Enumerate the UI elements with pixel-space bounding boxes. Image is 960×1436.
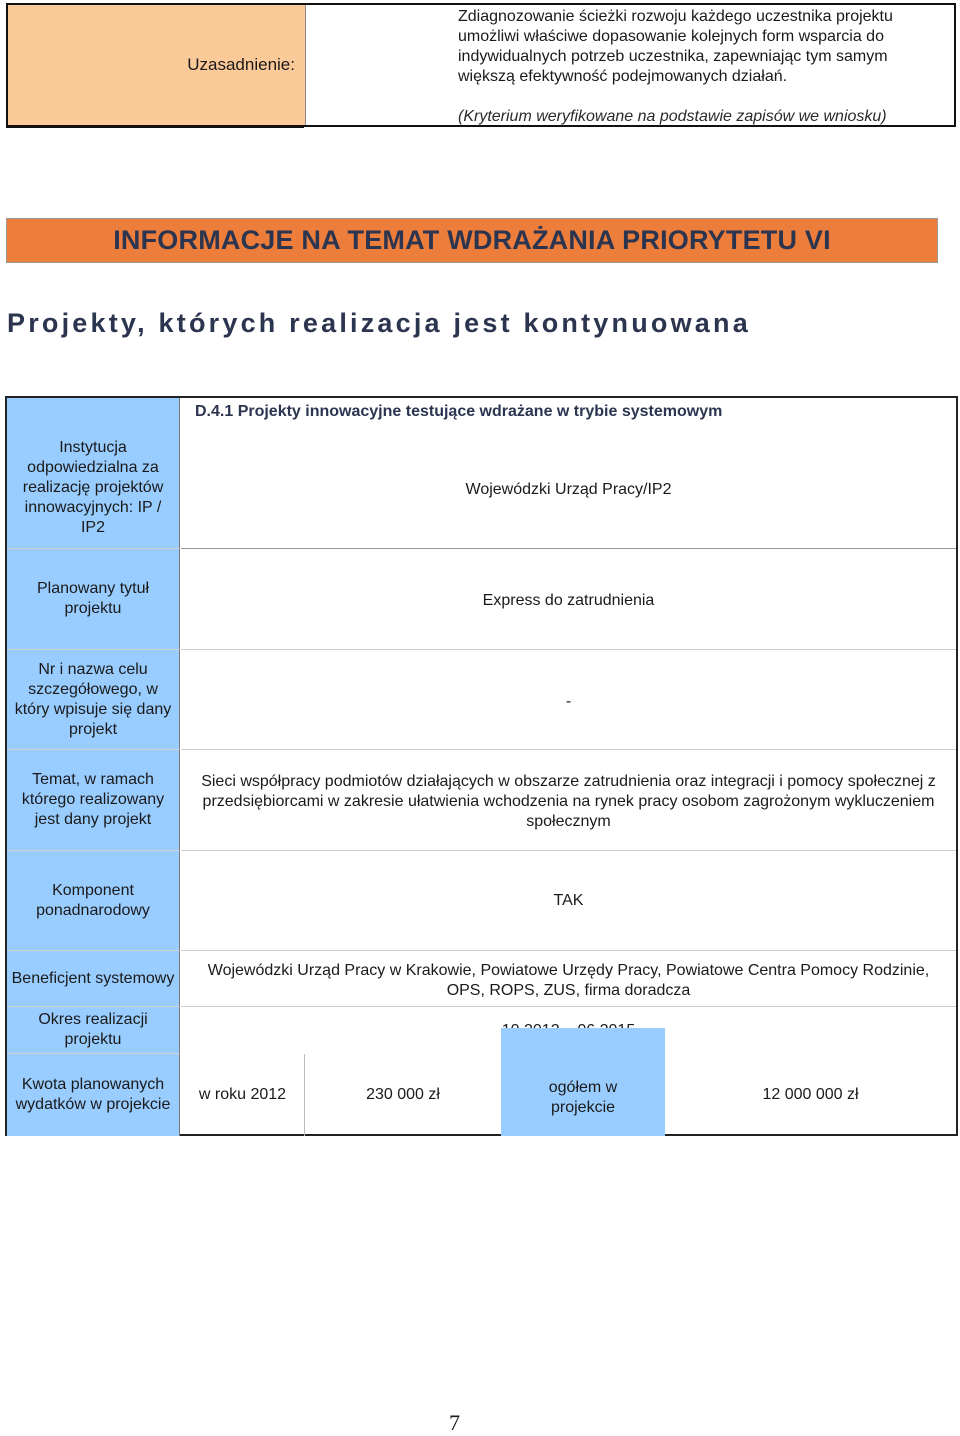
justification-note: (Kryterium weryfikowane na podstawie zapisów we wniosku) bbox=[458, 108, 887, 125]
justification-box bbox=[6, 3, 956, 127]
project-table bbox=[5, 396, 958, 1136]
page-number: 7 bbox=[449, 1410, 460, 1435]
institution-label: Instytucja odpowiedzialna za realizację projektów innowacyjnych: IP / IP2 bbox=[7, 398, 180, 549]
justification-underline bbox=[6, 125, 304, 128]
budget-total-label: ogółem w projekcie bbox=[501, 1028, 665, 1136]
section-subheading: Projekty, których realizacja jest kontynuowana bbox=[7, 308, 751, 338]
priority-banner: INFORMACJE NA TEMAT WDRAŻANIA PRIORYTETU VI bbox=[6, 218, 938, 263]
justification-label: Uzasadnienie: bbox=[8, 5, 306, 125]
title-label: Planowany tytuł projektu bbox=[7, 549, 180, 650]
beneficiary-label: Beneficjent systemowy bbox=[7, 951, 180, 1007]
justification-line: większą efektywność podejmowanych działań. bbox=[458, 68, 788, 85]
transnational-label: Komponent ponadnarodowy bbox=[7, 851, 180, 951]
justification-line: indywidualnych potrzeb uczestnika, zapewniając tym samym bbox=[458, 48, 888, 65]
theme-value: Sieci współpracy podmiotów działających w obszarze zatrudnienia oraz integracji i pomocy społecznej z przedsiębiorcami w zakresie ułatwienia wchodzenia na rynek pracy osobom zagrożonym wykluczeniem społecznym bbox=[181, 750, 956, 851]
project-heading: D.4.1 Projekty innowacyjne testujące wdrażane w trybie systemowym bbox=[195, 403, 723, 420]
theme-label: Temat, w ramach którego realizowany jest dany projekt bbox=[7, 750, 180, 851]
justification-line: Zdiagnozowanie ścieżki rozwoju każdego uczestnika projektu bbox=[458, 8, 893, 25]
budget-year-value: 230 000 zł bbox=[366, 1086, 440, 1103]
title-value: Express do zatrudnienia bbox=[181, 549, 956, 650]
period-label: Okres realizacji projektu bbox=[7, 1007, 180, 1054]
beneficiary-value: Wojewódzki Urząd Pracy w Krakowie, Powiatowe Urzędy Pracy, Powiatowe Centra Pomocy Rodzinie, OPS, ROPS, ZUS, firma doradcza bbox=[181, 951, 956, 1007]
goal-value: - bbox=[181, 650, 956, 750]
budget-year-label: w roku 2012 bbox=[181, 1054, 305, 1136]
goal-label: Nr i nazwa celu szczegółowego, w który wpisuje się dany projekt bbox=[7, 650, 180, 750]
institution-value: Wojewódzki Urząd Pracy/IP2 bbox=[465, 481, 672, 498]
justification-line: umożliwi właściwe dopasowanie kolejnych form wsparcia do bbox=[458, 28, 884, 45]
budget-label: Kwota planowanych wydatków w projekcie bbox=[7, 1054, 180, 1136]
budget-total-value: 12 000 000 zł bbox=[762, 1086, 859, 1103]
justification-text bbox=[306, 5, 954, 125]
institution-cell bbox=[181, 398, 956, 549]
transnational-value: TAK bbox=[181, 851, 956, 951]
